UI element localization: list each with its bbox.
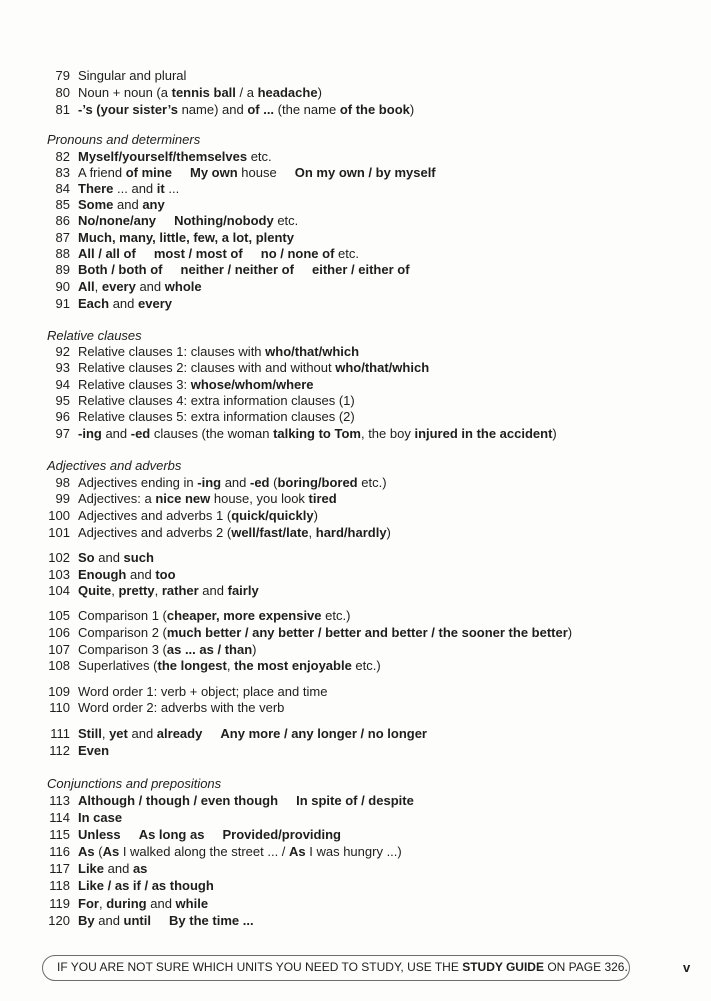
unit-number: 108 — [48, 658, 70, 673]
unit-number: 119 — [49, 896, 70, 911]
unit-title: In case — [78, 810, 123, 825]
unit-line — [0, 278, 640, 296]
unit-title: Superlatives (the longest, the most enjoyable etc.) — [78, 658, 381, 673]
unit-number: 117 — [49, 861, 70, 876]
unit-number: 105 — [48, 608, 70, 623]
unit-number: 79 — [55, 68, 70, 83]
unit-number: 110 — [49, 700, 70, 715]
unit-title: Relative clauses 2: clauses with and without who/that/which — [78, 360, 430, 375]
unit-title: Word order 2: adverbs with the verb — [78, 700, 285, 715]
unit-line — [0, 84, 640, 102]
unit-number: 84 — [55, 181, 70, 196]
unit-number: 100 — [48, 508, 70, 523]
unit-number: 95 — [55, 393, 70, 408]
study-guide-note-text: IF YOU ARE NOT SURE WHICH UNITS YOU NEED TO STUDY, USE THE — [57, 960, 463, 974]
unit-number: 116 — [49, 844, 70, 859]
unit-number: 92 — [55, 344, 70, 359]
unit-number: 104 — [48, 583, 70, 598]
unit-title: No/none/any Nothing/nobody etc. — [78, 213, 299, 228]
unit-line — [0, 408, 640, 426]
unit-line — [0, 792, 640, 810]
unit-line — [0, 725, 640, 743]
unit-number: 120 — [48, 913, 70, 928]
unit-title: Like and as — [78, 861, 148, 876]
unit-title: Like / as if / as though — [78, 878, 214, 893]
unit-title: Relative clauses 4: extra information clauses (1) — [78, 393, 355, 408]
unit-number: 106 — [48, 625, 70, 640]
unit-title: Although / though / even though In spite of / despite — [78, 793, 414, 808]
unit-title: Adjectives: a nice new house, you look tired — [78, 491, 337, 506]
unit-line — [0, 624, 640, 642]
unit-title: Relative clauses 5: extra information clauses (2) — [78, 409, 355, 424]
unit-title: All, every and whole — [78, 279, 202, 294]
unit-title: Quite, pretty, rather and fairly — [78, 583, 259, 598]
unit-title: A friend of mine My own house On my own / by myself — [78, 165, 436, 180]
unit-number: 89 — [55, 262, 70, 277]
unit-line — [0, 843, 640, 861]
unit-title: Myself/yourself/themselves etc. — [78, 149, 272, 164]
unit-line — [0, 101, 640, 119]
unit-title: Adjectives and adverbs 1 (quick/quickly) — [78, 508, 318, 523]
unit-line — [0, 912, 640, 930]
unit-line — [0, 657, 640, 675]
unit-line — [0, 261, 640, 279]
unit-number: 115 — [49, 827, 70, 842]
study-guide-page-text: ON PAGE 326. — [543, 960, 628, 974]
unit-title: Comparison 1 (cheaper, more expensive etc.) — [78, 608, 351, 623]
unit-line — [0, 742, 640, 760]
unit-title: Comparison 3 (as ... as / than) — [78, 642, 257, 657]
unit-number: 80 — [55, 85, 70, 100]
unit-number: 87 — [55, 230, 70, 245]
unit-title: Unless As long as Provided/providing — [78, 827, 341, 842]
unit-title: Both / both of neither / neither of either / either of — [78, 262, 410, 277]
unit-title: Adjectives and adverbs 2 (well/fast/late, hard/hardly) — [78, 525, 391, 540]
study-guide-link-text: STUDY GUIDE — [462, 960, 544, 974]
unit-title: Singular and plural — [78, 68, 187, 83]
unit-title: As (As I walked along the street ... / As I was hungry ...) — [78, 844, 402, 859]
unit-number: 83 — [55, 165, 70, 180]
unit-number: 97 — [55, 426, 70, 441]
unit-title: Even — [78, 743, 110, 758]
unit-title: All / all of most / most of no / none of etc. — [78, 246, 359, 261]
unit-number: 81 — [55, 102, 70, 117]
unit-title: Enough and too — [78, 567, 176, 582]
unit-number: 114 — [49, 810, 70, 825]
unit-number: 109 — [48, 684, 70, 699]
unit-number: 103 — [48, 567, 70, 582]
unit-number: 111 — [50, 726, 70, 741]
unit-number: 118 — [49, 878, 70, 893]
unit-title: Adjectives ending in -ing and -ed (boring/bored etc.) — [78, 475, 387, 490]
unit-line — [0, 359, 640, 377]
unit-line — [0, 582, 640, 600]
unit-line — [0, 549, 640, 567]
section-heading: Adjectives and adverbs — [47, 458, 182, 473]
unit-line — [0, 425, 640, 443]
unit-line — [0, 607, 640, 625]
unit-title: Word order 1: verb + object; place and time — [78, 684, 328, 699]
unit-number: 94 — [55, 377, 70, 392]
unit-title: Still, yet and already Any more / any longer / no longer — [78, 726, 427, 741]
section-heading: Conjunctions and prepositions — [47, 776, 222, 791]
unit-line — [0, 524, 640, 542]
unit-number: 86 — [55, 213, 70, 228]
unit-number: 99 — [55, 491, 70, 506]
unit-line — [0, 860, 640, 878]
unit-line — [0, 826, 640, 844]
unit-number: 91 — [55, 296, 70, 311]
unit-number: 98 — [55, 475, 70, 490]
section-heading: Pronouns and determiners — [47, 132, 201, 147]
unit-line — [0, 67, 640, 85]
unit-title: Relative clauses 1: clauses with who/that/which — [78, 344, 360, 359]
unit-title: By and until By the time ... — [78, 913, 254, 928]
unit-title: -’s (your sister’s name) and of ... (the name of the book) — [78, 102, 415, 117]
unit-number: 107 — [48, 642, 70, 657]
unit-title: Some and any — [78, 197, 165, 212]
unit-number: 96 — [55, 409, 70, 424]
unit-line — [0, 895, 640, 913]
unit-number: 112 — [49, 743, 70, 758]
unit-title: Comparison 2 (much better / any better / better and better / the sooner the better) — [78, 625, 573, 640]
page-number: v — [683, 960, 691, 975]
unit-line — [0, 699, 640, 717]
unit-line — [0, 809, 640, 827]
unit-title: Relative clauses 3: whose/whom/where — [78, 377, 314, 392]
unit-title: Noun + noun (a tennis ball / a headache) — [78, 85, 322, 100]
study-guide-note — [42, 955, 630, 981]
unit-title: So and such — [78, 550, 154, 565]
unit-number: 88 — [55, 246, 70, 261]
unit-title: There ... and it ... — [78, 181, 180, 196]
unit-title: -ing and -ed clauses (the woman talking to Tom, the boy injured in the accident) — [78, 426, 557, 441]
unit-number: 102 — [48, 550, 70, 565]
unit-title: Much, many, little, few, a lot, plenty — [78, 230, 294, 245]
unit-title: For, during and while — [78, 896, 209, 911]
unit-number: 93 — [55, 360, 70, 375]
unit-number: 82 — [55, 149, 70, 164]
unit-line — [0, 507, 640, 525]
unit-number: 90 — [55, 279, 70, 294]
unit-number: 113 — [49, 793, 70, 808]
unit-line — [0, 295, 640, 313]
unit-line — [0, 212, 640, 230]
unit-title: Each and every — [78, 296, 172, 311]
unit-number: 85 — [55, 197, 70, 212]
unit-line — [0, 490, 640, 508]
unit-number: 101 — [48, 525, 70, 540]
section-heading: Relative clauses — [47, 328, 142, 343]
unit-line — [0, 877, 640, 895]
